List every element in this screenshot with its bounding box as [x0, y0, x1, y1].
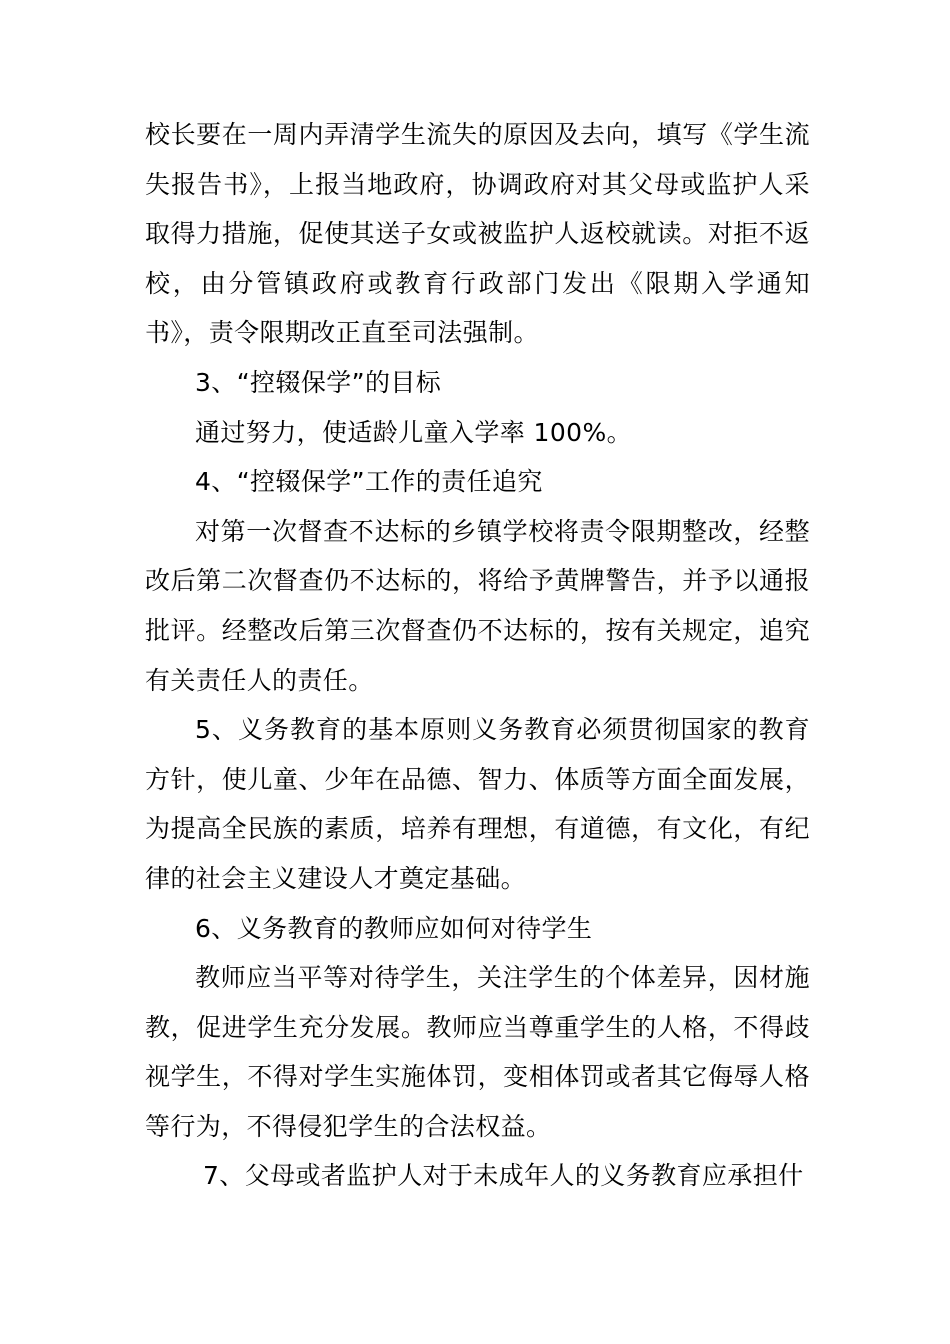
heading-control-dropout-goal: 3、“控辍保学”的目标	[195, 367, 442, 397]
heading-teacher-treatment-of-students: 6、义务教育的教师应如何对待学生	[195, 913, 593, 943]
document-body	[145, 110, 810, 1201]
paragraph-compulsory-education-principles: 5、义务教育的基本原则义务教育必须贯彻国家的教育方针，使儿童、少年在品德、智力、体质等方面全面发展，为提高全民族的素质，培养有理想，有道德，有文化，有纪律的社会主义建设人才奠定基础。	[145, 715, 810, 893]
paragraph-parent-responsibility: 7、父母或者监护人对于未成年人的义务教育应承担什	[203, 1161, 804, 1191]
paragraph-inspection-penalties: 对第一次督查不达标的乡镇学校将责令限期整改，经整改后第二次督查仍不达标的，将给予黄牌警告，并予以通报批评。经整改后第三次督查仍不达标的，按有关规定，追究有关责任人的责任。	[145, 516, 810, 695]
heading-accountability: 4、“控辍保学”工作的责任追究	[195, 467, 543, 497]
paragraph-student-dropout-procedure: 校长要在一周内弄清学生流失的原因及去向，填写《学生流失报告书》，上报当地政府，协调政府对其父母或监护人采取得力措施，促使其送子女或被监护人返校就读。对拒不返校，由分管镇政府或教育行政部门发出《限期入学通知书》，责令限期改正直至司法强制。	[145, 120, 810, 348]
paragraph-enrollment-rate: 通过努力，使适龄儿童入学率 100%。	[195, 417, 633, 447]
paragraph-teacher-obligations: 教师应当平等对待学生，关注学生的个体差异，因材施教，促进学生充分发展。教师应当尊重学生的人格，不得歧视学生，不得对学生实施体罚，变相体罚或者其它侮辱人格等行为，不得侵犯学生的合法权益。	[145, 963, 810, 1141]
